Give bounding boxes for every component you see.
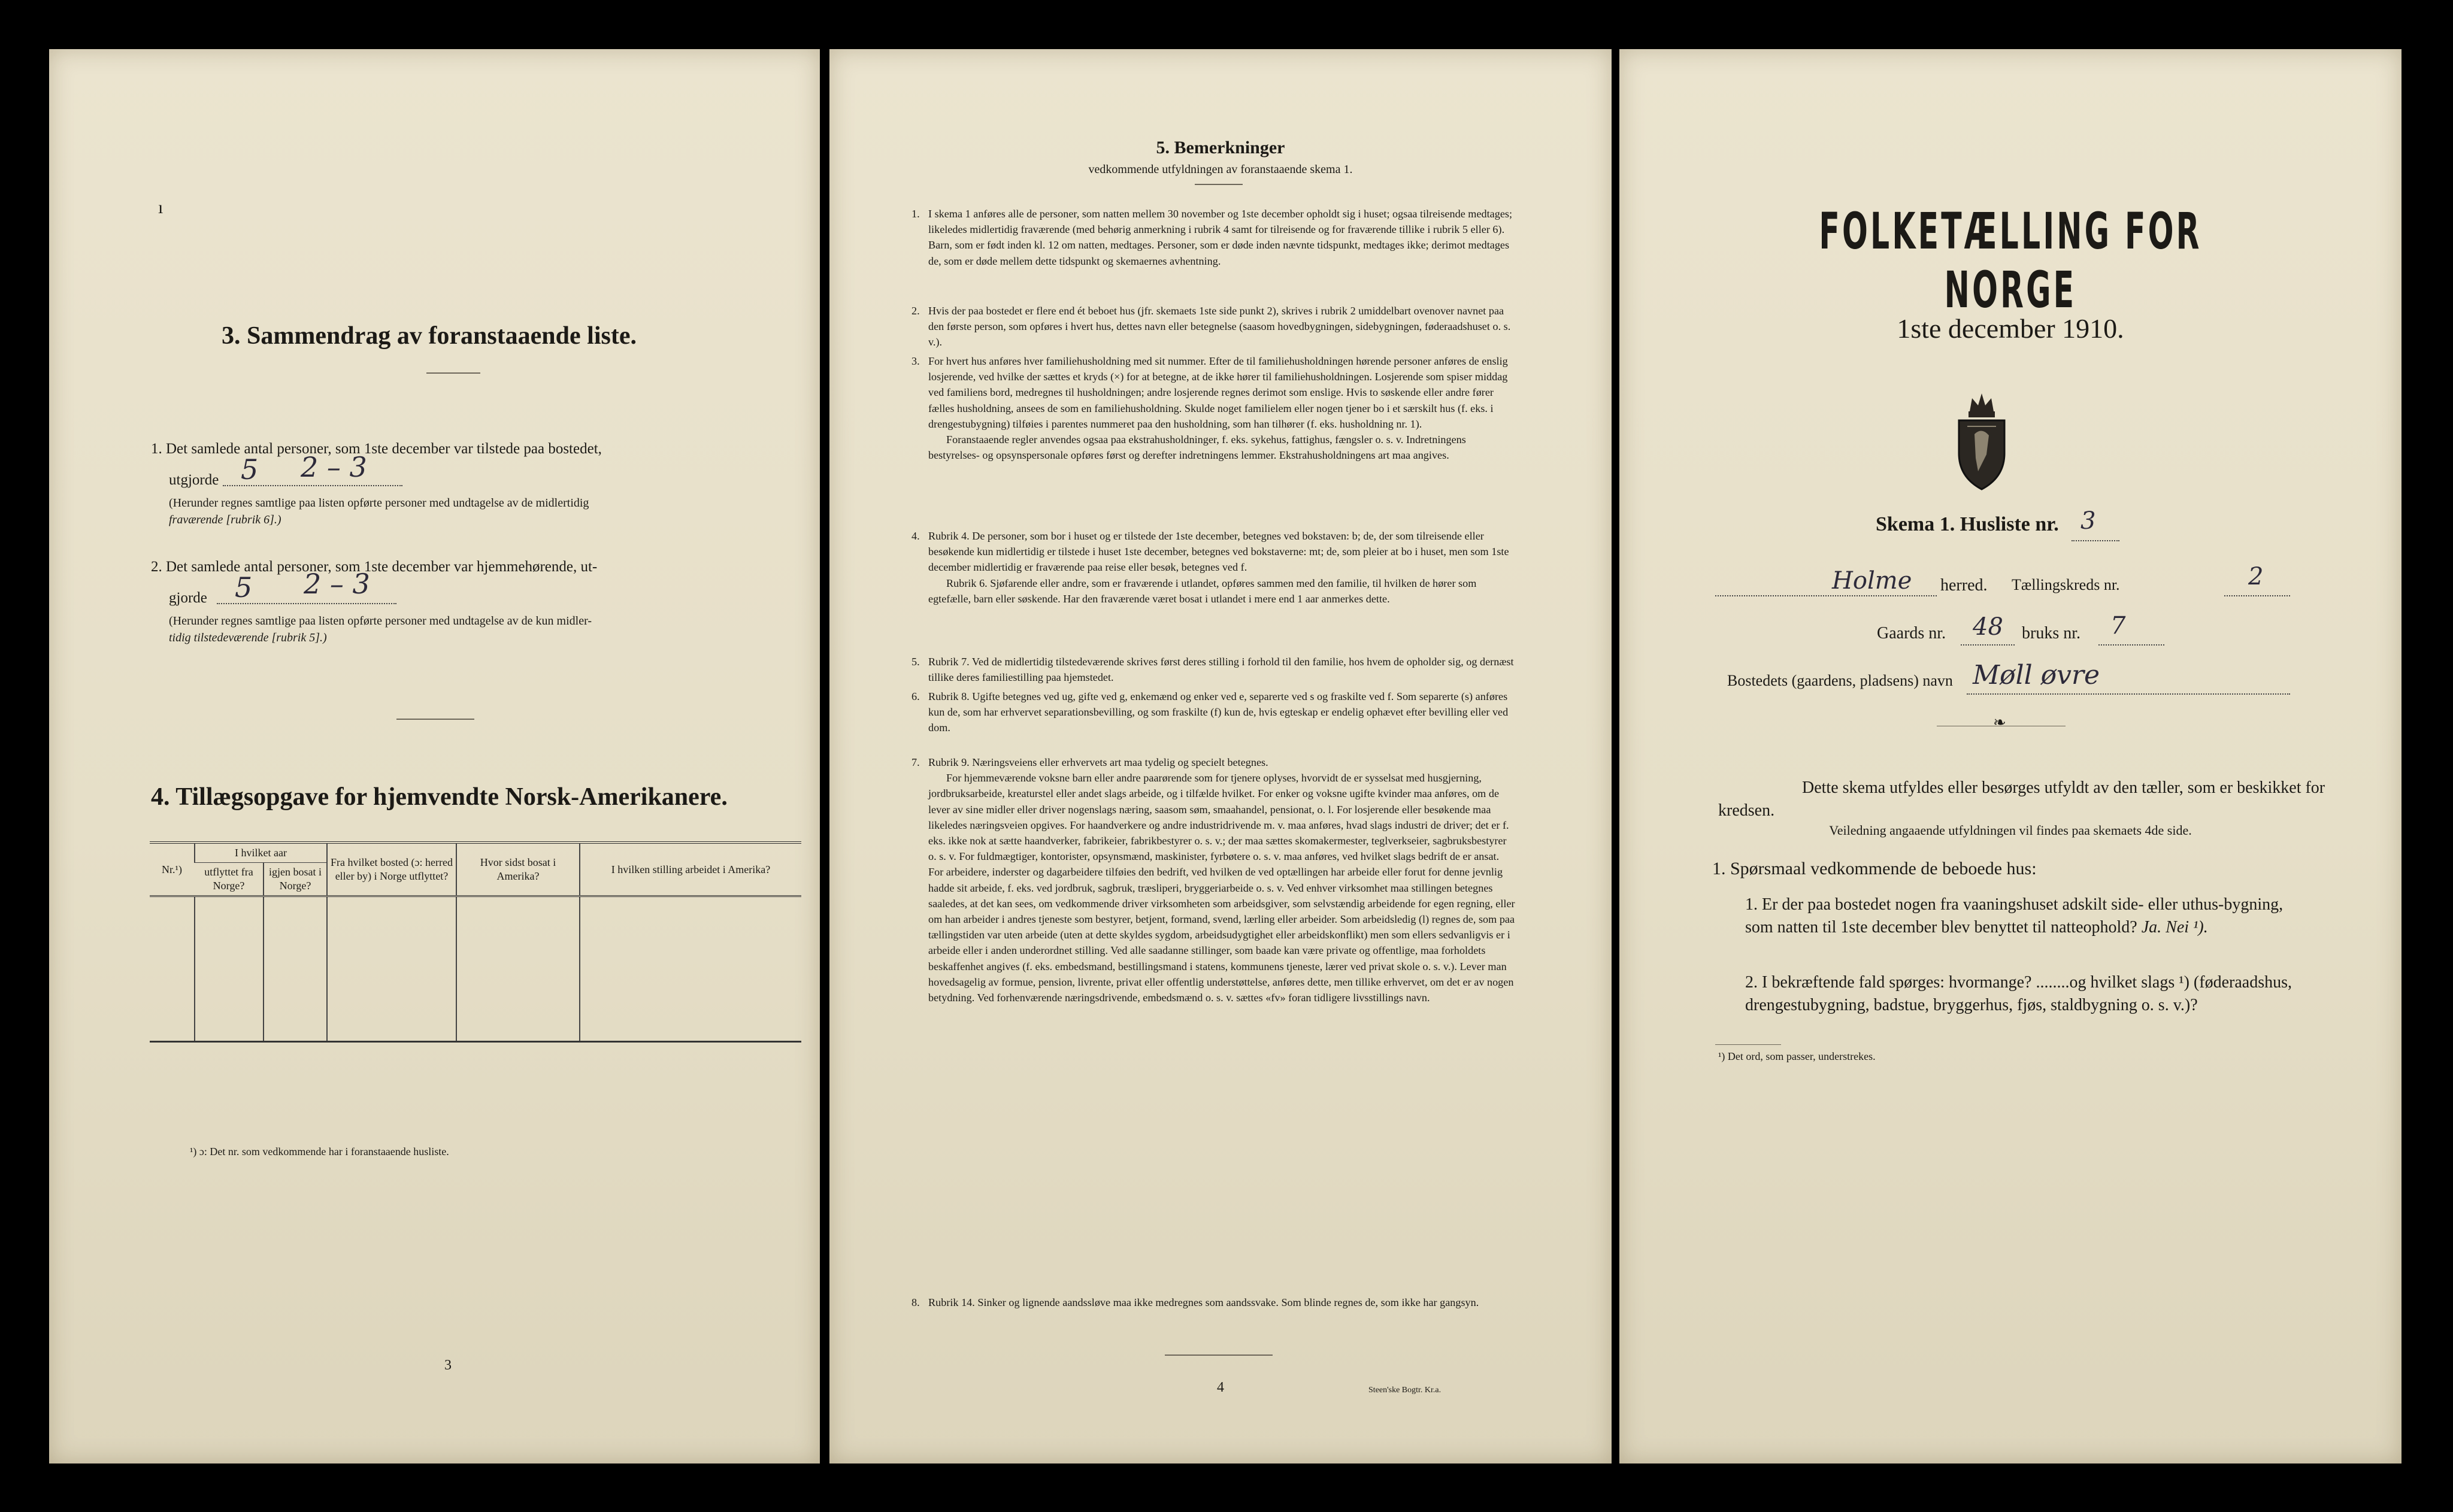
answer-line bbox=[1715, 595, 1937, 596]
answer-line bbox=[223, 485, 402, 486]
herred-value: Holme bbox=[1832, 567, 1912, 595]
coat-of-arms-icon bbox=[1952, 387, 2012, 492]
remark-7 bbox=[911, 755, 1515, 1005]
present-extra: 2 – 3 bbox=[301, 451, 367, 483]
ornament-icon: ❧ bbox=[1993, 714, 2006, 731]
remark-1 bbox=[911, 206, 1515, 269]
divider bbox=[396, 719, 474, 720]
answer-line bbox=[2224, 595, 2290, 596]
gaards-label: Gaards nr. bbox=[1877, 624, 1946, 643]
returned-emigrants-table bbox=[150, 841, 801, 1043]
remark-5 bbox=[911, 654, 1515, 685]
summary-item-1-note bbox=[151, 495, 786, 528]
table-row bbox=[150, 983, 801, 1012]
section-4-title: 4. Tillægsopgave for hjemvendte Norsk-Amerikanere. bbox=[151, 783, 728, 811]
col-nr: Nr.¹) bbox=[150, 843, 195, 896]
table-row bbox=[150, 896, 801, 926]
question-1-text: 1. Er der paa bostedet nogen fra vaaningshuset adskilt side- eller uthus-bygning, som natten til 1ste december blev benyttet til natteophold? bbox=[1745, 895, 2284, 937]
bosted-value: Møll øvre bbox=[1973, 660, 2100, 690]
col-last-residence: Hvor sidst bosat i Amerika? bbox=[456, 843, 580, 896]
summary-item-1-answer bbox=[151, 451, 786, 492]
census-date: 1ste december 1910. bbox=[1897, 313, 2124, 344]
present-count: 5 bbox=[241, 453, 259, 486]
answer-line bbox=[1967, 693, 2290, 695]
table-row bbox=[150, 955, 801, 983]
table-row bbox=[150, 926, 801, 955]
summary-item-1 bbox=[151, 437, 786, 528]
note-line: fraværende [rubrik 6].) bbox=[169, 513, 281, 526]
remark-extra: Foranstaaende regler anvendes ogsaa paa ekstrahusholdninger, f. eks. sykehus, fattighus, fængsler o. s. v. Indretningens bestyrelses- og opsynspersonale opføres først og derefter indretningens lemmer. Ekstrahusholdningens art maa angives. bbox=[928, 434, 1466, 462]
remark-number: 1. bbox=[911, 208, 920, 220]
remark-text: Hvis der paa bostedet er flere end ét beboet hus (jfr. skemaets 1ste side punkt 2), skrives i rubrik 2 umiddelbart ovenover navnet paa den første person, som opføres i hvert hus, dettes navn eller betegnelse (saasom hovedbygningen, sidebygningen, føderaadshuset o. s. v.). bbox=[928, 305, 1511, 349]
table-footnote: ¹) ɔ: Det nr. som vedkommende har i foranstaaende husliste. bbox=[190, 1146, 449, 1158]
divider bbox=[426, 372, 480, 374]
summary-item-2-text: 2. Det samlede antal personer, som 1ste december var hjemmehørende, ut- bbox=[151, 559, 598, 575]
resident-extra: 2 – 3 bbox=[304, 568, 370, 600]
col-year-group: I hvilket aar bbox=[195, 843, 327, 863]
note-line: (Herunder regnes samtlige paa listen opførte personer med undtagelse av de midlertidig bbox=[169, 496, 589, 510]
col-returned: igjen bosat i Norge? bbox=[264, 863, 327, 896]
col-occupation: I hvilken stilling arbeidet i Amerika? bbox=[580, 843, 801, 896]
kreds-label: Tællingskreds nr. bbox=[2012, 576, 2120, 593]
col-from-place: Fra hvilket bosted (ɔ: herred eller by) i Norge utflyttet? bbox=[327, 843, 456, 896]
summary-item-2-note bbox=[151, 613, 786, 646]
divider bbox=[1195, 184, 1243, 185]
remark-text: Rubrik 9. Næringsveiens eller erhvervets art maa tydelig og specielt betegnes. bbox=[928, 756, 1268, 768]
question-1 bbox=[1745, 893, 2308, 939]
remark-extra: For hjemmeværende voksne barn eller andre paarørende som for tjenere oplyses, hvorvidt de er sysselsat med husgjerning, jordbruksarbeide, kreaturstel eller andet slags arbeide, og i tilfælde hvilket. For enker og voksne ugifte kvinder maa anføres, om de lever av sine midler eller driver nogenslags næring, saasom søm, smaahandel, pensionat, o. l. For losjerende eller besøkende maa likeledes næringsveien opgives. For haandverkere og andre industridrivende m. v. maa anføres, hvad slags industri de driver; det er f. eks. ikke nok at sætte haandverker, fabrikeier, fabrikbestyrer o. s. v.; der maa sættes skomakermester, teglverkseier, sagbruksbestyrer o. s. v. For fuldmægtiger, kontorister, opsynsmænd, maskinister, fyrbøtere o. s. v. maa anføres, ved hvilket slags bedrift de er ansat. For arbeidere, inderster og dagarbeidere tilføies den bedrift, ved hvilken de ved optællingen har arbeide eller forut for denne jevnlig hadde sit arbeide, f. eks. ved jordbruk, sagbruk, træsliperi, bryggeriarbeide o. s. v. Ved enhver virksomhet maa stillingen betegnes saaledes, at det kan sees, om vedkommende driver virksomheten som arbeidsgiver, som selvstændig arbeidende for egen regning, eller om han arbeider i andres tjeneste som bestyrer, betjent, formand, svend, lærling eller arbeider. Som arbeidsledig (l) regnes de, som paa tællingstiden var uten arbeide (uten at dette skyldes sygdom, arbeidsudygtighet eller arbeidskonflikt) men som ellers sedvanligvis er i arbeide eller i anden underordnet stilling. Ved alle saadanne stillinger, som baade kan være private og offentlige, maa forholdets beskaffenhet angives (f. eks. embedsmand, bestillingsmand i statens, kommunens tjeneste, lærer ved privat skole o. s. v.). Lever man hovedsagelig av formue, pension, livrente, privat eller offentlig understøttelse, anføres dette, men tillike erhvervet, om det er av nogen betydning. Ved forhenværende næringsdrivende, embedsmænd o. s. v. sættes «fv» foran tidligere livsstillings navn. bbox=[928, 772, 1515, 1004]
page-footnote: ¹) Det ord, som passer, understrekes. bbox=[1718, 1050, 1876, 1062]
remark-text: Rubrik 7. Ved de midlertidig tilstedeværende skrives først deres stilling i forhold til den familie, hos hvem de opholder sig, og dernæst tillike deres familiestilling paa hjemstedet. bbox=[928, 656, 1514, 684]
page-1 bbox=[1619, 49, 2401, 1463]
remarks-subtitle: vedkommende utfyldningen av foranstaaende skema 1. bbox=[1088, 163, 1353, 176]
gaards-value: 48 bbox=[1973, 613, 2003, 641]
husliste-number: 3 bbox=[2080, 507, 2096, 535]
section-3-title: 3. Sammendrag av foranstaaende liste. bbox=[222, 322, 637, 350]
remark-8 bbox=[911, 1295, 1515, 1310]
summary-item-2 bbox=[151, 555, 786, 646]
bruks-value: 7 bbox=[2110, 612, 2126, 640]
remark-6 bbox=[911, 689, 1515, 736]
remark-number: 7. bbox=[911, 756, 920, 768]
remark-text: I skema 1 anføres alle de personer, som natten mellem 30 november og 1ste december opholdt sig i huset; ogsaa tilreisende medtages; likeledes midlertidig fraværende (med behørig anmerkning i rubrik 4 samt for tilreisende og for fraværende tillike i rubrik 5 eller 6). Barn, som er født inden kl. 12 om natten, medtages. Personer, som er døde inden nævnte tidspunkt, medtages ikke; derimot medtages de, som er døde mellem dette tidspunkt og skemaernes avhentning. bbox=[928, 208, 1513, 267]
remark-text: For hvert hus anføres hver familiehusholdning med sit nummer. Efter de til familiehusholdningen hørende personer anføres de enslig losjerende, ved hvilke der sættes et kryds (×) for at betegne, at de ikke hører til familiehusholdningen. Losjerende som spiser middag ved familiens bord, medregnes til husholdningen; andre losjerende regnes derimot som enslige. Hvis to søskende eller andre fører fælles husholdning, ansees de som en familiehusholdning. Skulde noget familielem eller nogen tjener bo i et særskilt hus (f. eks. i drengestubygning) tilføies i parentes nummeret paa den husholdning, som han tilhører (f. eks. husholdning nr. 1). bbox=[928, 355, 1508, 430]
remark-4 bbox=[911, 528, 1515, 607]
document-title: FOLKETÆLLING FOR NORGE bbox=[1819, 202, 2202, 319]
answer-line bbox=[2098, 644, 2164, 646]
printer-imprint: Steen'ske Bogtr. Kr.a. bbox=[1368, 1386, 1441, 1395]
bosted-label: Bostedets (gaardens, pladsens) navn bbox=[1727, 672, 1953, 689]
answer-line bbox=[2072, 540, 2119, 541]
remark-3 bbox=[911, 353, 1515, 463]
page-number: 3 bbox=[444, 1358, 452, 1373]
guidance-note: Veiledning angaaende utfyldningen vil findes paa skemaets 4de side. bbox=[1829, 823, 2192, 838]
answer-line bbox=[217, 603, 396, 604]
summary-item-2-answer bbox=[151, 568, 786, 610]
gjorde-label: gjorde bbox=[169, 590, 207, 606]
remark-number: 6. bbox=[911, 690, 920, 702]
answer-line bbox=[1961, 644, 2015, 646]
remark-text: Rubrik 8. Ugifte betegnes ved ug, gifte ved g, enkemænd og enker ved e, separerte ved s og fraskilte ved f. Som separerte (s) anføres kun de, som har erhvervet separationsbevilling, og som fraskilte (f) kun de, hvis egteskap er endelig ophævet efter bevilling eller ved dom. bbox=[928, 690, 1509, 734]
note-line: (Herunder regnes samtlige paa listen opførte personer med undtagelse av de kun midler- bbox=[169, 614, 592, 628]
remark-number: 4. bbox=[911, 530, 920, 542]
remark-number: 8. bbox=[911, 1296, 920, 1308]
remark-extra: Rubrik 6. Sjøfarende eller andre, som er fraværende i utlandet, opføres sammen med den familie, til hvilken de hører som egtefælle, barn eller søskende. Har den fraværende været bosat i utlandet i mere end 1 aar anmerkes dette. bbox=[928, 577, 1477, 605]
divider bbox=[1165, 1355, 1273, 1356]
page-4 bbox=[829, 49, 1612, 1463]
table-row bbox=[150, 1012, 801, 1042]
remark-2 bbox=[911, 303, 1515, 350]
remarks-title: 5. Bemerkninger bbox=[1156, 138, 1285, 157]
instruction-text: Dette skema utfyldes eller besørges utfyldt av den tæller, som er beskikket for kredsen. bbox=[1718, 778, 2325, 820]
page-number: 4 bbox=[1217, 1380, 1224, 1395]
remark-number: 2. bbox=[911, 305, 920, 317]
col-emigrated: utflyttet fra Norge? bbox=[204, 866, 253, 892]
remark-number: 3. bbox=[911, 355, 920, 367]
bruks-label: bruks nr. bbox=[2022, 624, 2080, 643]
ink-mark: ı bbox=[158, 198, 163, 217]
question-1-answer: Ja. Nei ¹). bbox=[2141, 918, 2208, 937]
remark-number: 5. bbox=[911, 656, 920, 668]
schema-label: Skema 1. Husliste nr. bbox=[1876, 513, 2059, 535]
summary-item-1-text: 1. Det samlede antal personer, som 1ste december var tilstede paa bostedet, bbox=[151, 441, 602, 457]
divider bbox=[1715, 1044, 1781, 1045]
herred-label: herred. bbox=[1940, 576, 1988, 595]
resident-count: 5 bbox=[235, 571, 253, 604]
kreds-value: 2 bbox=[2248, 563, 2264, 590]
remark-text: Rubrik 14. Sinker og lignende aandssløve maa ikke medregnes som aandssvake. Som blinde regnes de, som ikke har gangsyn. bbox=[928, 1296, 1479, 1308]
note-line: tidig tilstedeværende [rubrik 5].) bbox=[169, 631, 327, 644]
question-2: 2. I bekræftende fald spørges: hvormange? ........og hvilket slags ¹) (føderaadshus, drengestubygning, badstue, bryggerhus, fjøs, staldbygning o. s. v.)? bbox=[1745, 973, 2292, 1014]
utgjorde-label: utgjorde bbox=[169, 472, 219, 488]
page-3 bbox=[49, 49, 820, 1463]
remark-text: Rubrik 4. De personer, som bor i huset og er tilstede der 1ste december, betegnes ved bokstaven: b; de, der som tilreisende eller besøkende kun midlertidig er tilstede i huset 1ste december, betegnes ved bokstaverne: mt; de, som pleier at bo i huset, men som 1ste december midlertidig er fraværende paa reise eller besøk, betegnes ved f. bbox=[928, 530, 1509, 574]
questions-heading: 1. Spørsmaal vedkommende de beboede hus: bbox=[1712, 859, 2037, 878]
